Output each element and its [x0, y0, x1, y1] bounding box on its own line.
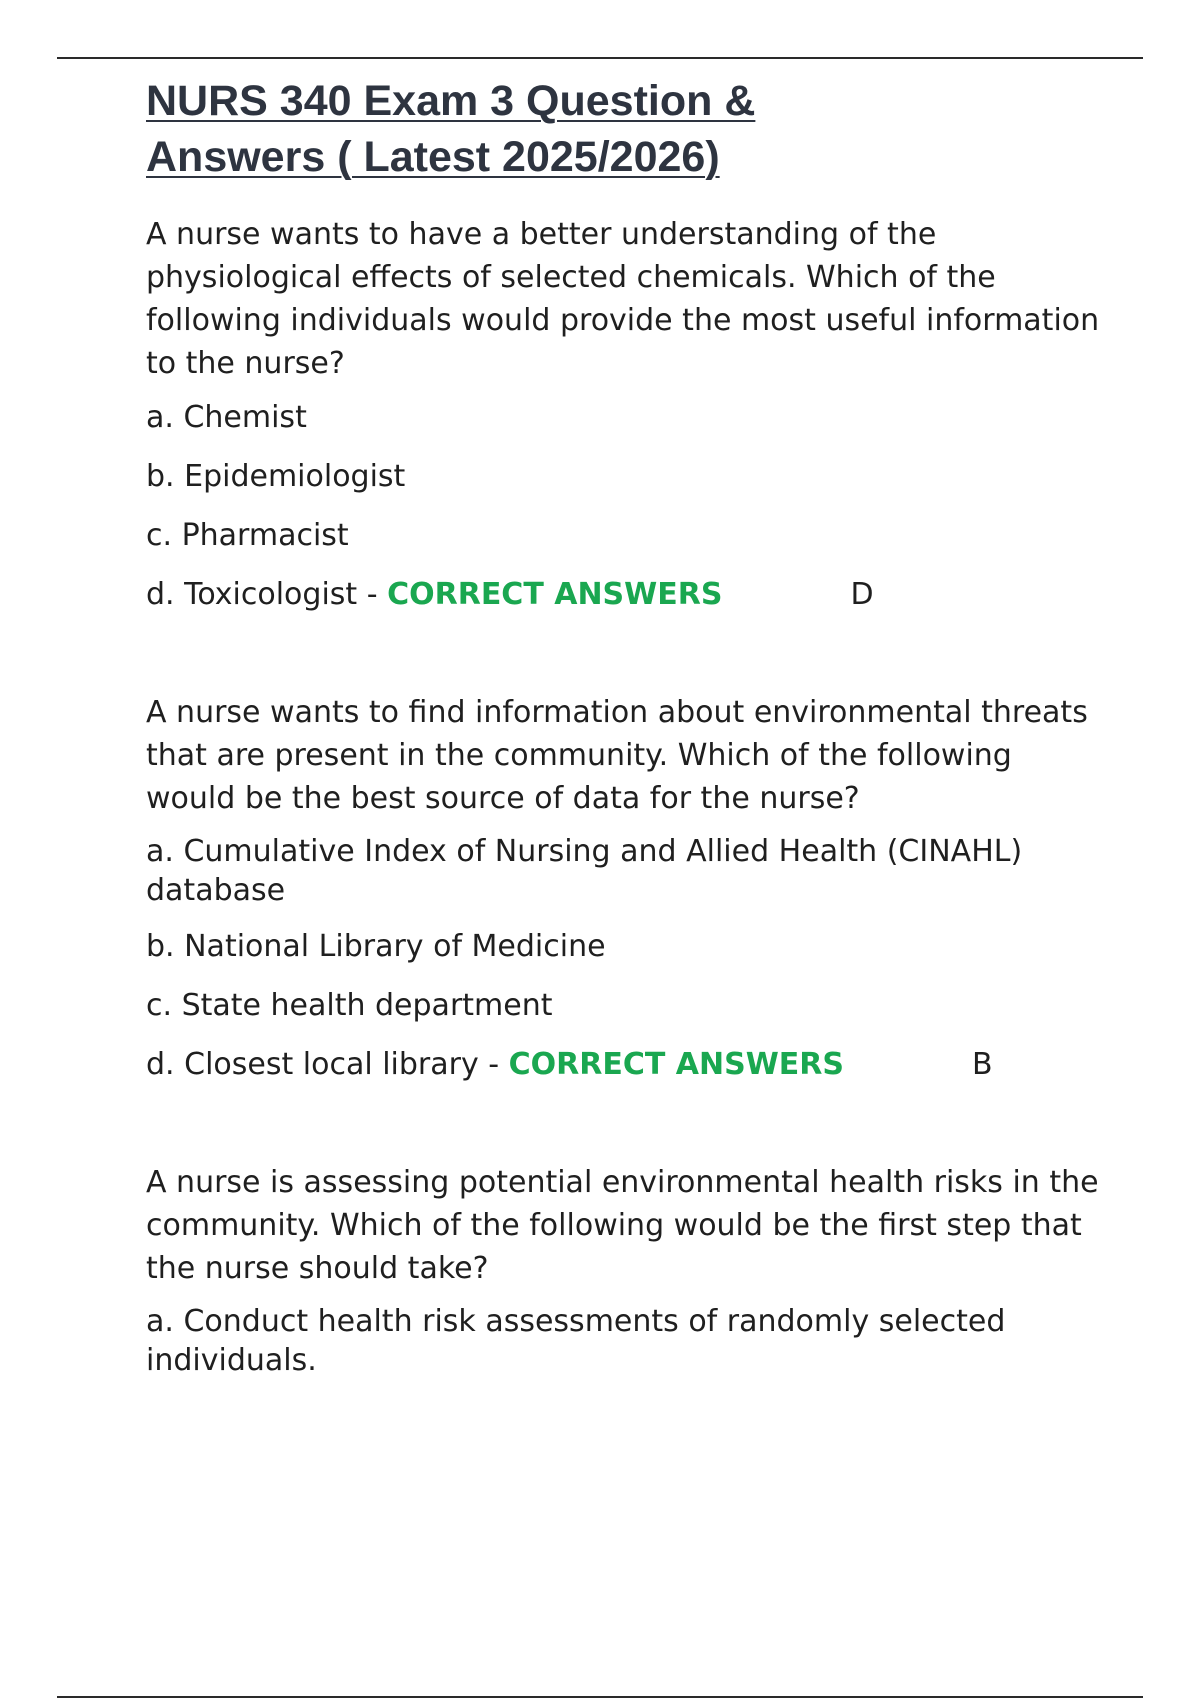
answer-letter: D	[850, 577, 874, 612]
question-block-1	[146, 213, 1106, 616]
correct-answers-label: CORRECT ANSWERS	[387, 577, 723, 612]
question-block-2	[146, 691, 1106, 1086]
option-d-answer-line	[146, 1044, 1106, 1086]
bottom-rule	[57, 1696, 1143, 1698]
question-prompt: A nurse wants to have a better understanding of the physiological effects of selected chemicals. Which of the following individuals would provide the most useful information to the nurse?	[146, 217, 1100, 381]
correct-answers-label: CORRECT ANSWERS	[508, 1047, 845, 1082]
option-d: d. Closest local library -	[146, 1047, 500, 1082]
option-b: b. National Library of Medicine	[146, 929, 606, 964]
option-a: a. Cumulative Index of Nursing and Allied Health (CINAHL) database	[146, 834, 1023, 908]
option-c: c. Pharmacist	[146, 518, 349, 553]
top-rule	[57, 57, 1143, 59]
option-b: b. Epidemiologist	[146, 459, 406, 494]
option-c: c. State health department	[146, 988, 553, 1023]
option-a: a. Conduct health risk assessments of randomly selected individuals.	[146, 1304, 1006, 1378]
page-title: NURS 340 Exam 3 Question & Answers ( Latest 2025/2026)	[146, 77, 756, 181]
answer-letter: B	[972, 1047, 993, 1082]
question-block-3	[146, 1161, 1106, 1380]
option-a: a. Chemist	[146, 400, 307, 435]
option-d: d. Toxicologist -	[146, 577, 378, 612]
document-body	[146, 73, 1106, 1396]
question-prompt: A nurse is assessing potential environmental health risks in the community. Which of the following would be the first step that the nurse should take?	[146, 1165, 1099, 1286]
option-d-answer-line	[146, 574, 1106, 616]
question-prompt: A nurse wants to find information about environmental threats that are present in the community. Which of the following would be the best source of data for the nurse?	[146, 695, 1088, 816]
